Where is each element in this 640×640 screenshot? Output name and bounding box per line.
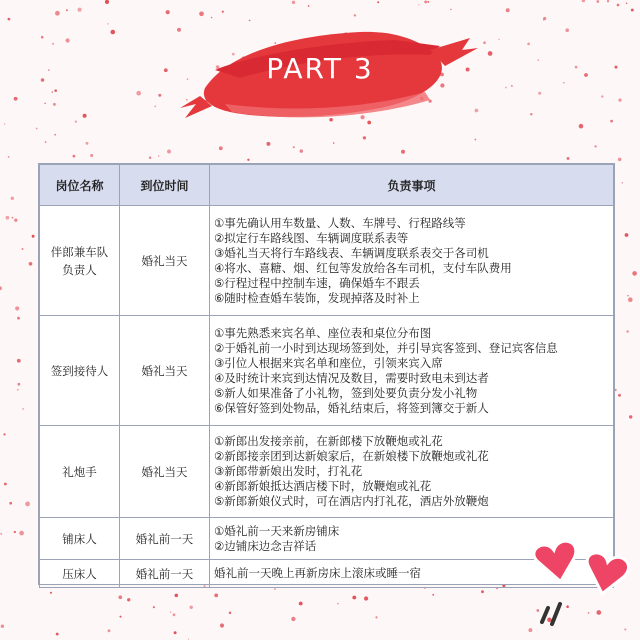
splatter-dot	[293, 146, 295, 148]
duty-item: ①事先熟悉来宾名单、座位表和桌位分布图	[214, 325, 432, 340]
splatter-dot	[4, 483, 7, 486]
part-title: PART 3	[266, 52, 374, 85]
splatter-dot	[19, 531, 24, 536]
splatter-dot	[127, 598, 130, 601]
table-row	[40, 206, 614, 316]
splatter-dot	[17, 359, 21, 363]
splatter-dot	[299, 602, 303, 606]
role-cell: 签到接待人	[40, 316, 120, 426]
role-cell: 压床人	[40, 560, 120, 588]
duties-cell	[210, 316, 614, 426]
splatter-dot	[108, 629, 111, 632]
splatter-dot	[629, 415, 632, 418]
splatter-dot	[45, 141, 47, 143]
splatter-dot	[15, 306, 19, 310]
splatter-dot	[6, 216, 10, 220]
duty-item: ②拟定行车路线图、车辆调度联系表等	[214, 230, 409, 245]
duty-item: ①事先确认用车数量、人数、车牌号、行程路线等	[214, 215, 466, 230]
splatter-dot	[364, 596, 368, 600]
table-row	[40, 426, 614, 518]
splatter-dot	[300, 149, 303, 152]
role-line: 伴郎兼车队	[50, 244, 109, 259]
splatter-dot	[175, 594, 179, 598]
splatter-dot	[352, 596, 356, 600]
splatter-dot	[618, 158, 622, 162]
duty-item: ③婚礼当天将行车路线表、车辆调度联系表交于各司机	[214, 245, 489, 260]
role-cell: 铺床人	[40, 518, 120, 560]
splatter-dot	[375, 616, 377, 618]
splatter-dot	[18, 383, 21, 386]
role-cell	[40, 206, 120, 316]
duty-item: ④及时统计来宾到达情况及数目，需要时致电未到达者	[214, 370, 489, 385]
duty-item: ③引位人根据来宾名单和座位，引领来宾入席	[214, 355, 443, 370]
splatter-dot	[17, 389, 19, 391]
splatter-dot	[432, 594, 434, 596]
duty-item: ①新郎出发接亲前，在新郎楼下放鞭炮或礼花	[214, 434, 443, 448]
splatter-dot	[119, 616, 121, 618]
splatter-dot	[22, 408, 24, 410]
splatter-dot	[266, 142, 270, 146]
splatter-dot	[173, 613, 176, 616]
duty-item: ⑤行程过程中控制车速，确保婚车不跟丢	[214, 275, 420, 290]
splatter-dot	[167, 150, 171, 154]
time-cell: 婚礼当天	[120, 316, 210, 426]
time-cell: 婚礼前一天	[120, 518, 210, 560]
splatter-dot	[32, 235, 35, 238]
table-row	[40, 316, 614, 426]
splatter-dot	[158, 155, 159, 156]
header-role: 岗位名称	[40, 165, 120, 206]
splatter-dot	[29, 262, 33, 266]
splatter-dot	[17, 317, 20, 320]
duty-item: ⑤新人如果准备了小礼物，签到处要负责分发小礼物	[214, 385, 478, 400]
duties-cell	[210, 426, 614, 518]
splatter-dot	[118, 595, 122, 599]
splatter-dot	[170, 611, 171, 612]
duty-item: 婚礼前一天晚上再新房床上滚床或睡一宿	[214, 566, 421, 580]
splatter-dot	[219, 146, 223, 150]
splatter-dot	[90, 154, 93, 157]
role-line: 负责人	[62, 262, 97, 277]
hearts-decoration	[520, 530, 640, 640]
splatter-dot	[274, 588, 276, 590]
duties-cell	[210, 206, 614, 316]
time-cell: 婚礼当天	[120, 206, 210, 316]
duty-item: ①婚礼前一天来新房铺床	[214, 523, 340, 538]
splatter-dot	[3, 433, 5, 435]
splatter-dot	[567, 157, 570, 160]
splatter-dot	[214, 594, 218, 598]
splatter-dot	[625, 233, 629, 237]
table-header-row	[40, 165, 614, 206]
time-cell: 婚礼前一天	[120, 560, 210, 588]
splatter-dot	[622, 182, 624, 184]
splatter-dot	[0, 533, 2, 535]
header-duties: 负责事项	[210, 165, 614, 206]
splatter-dot	[337, 603, 339, 605]
splatter-dot	[627, 295, 628, 296]
splatter-dot	[247, 159, 249, 161]
time-cell: 婚礼当天	[120, 426, 210, 518]
splatter-dot	[86, 142, 89, 145]
splatter-dot	[618, 394, 621, 397]
splatter-dot	[594, 145, 596, 147]
heart-icon	[532, 539, 581, 586]
splatter-dot	[25, 502, 30, 507]
splatter-dot	[401, 150, 405, 154]
splatter-dot	[632, 271, 637, 276]
duties-table	[38, 163, 615, 585]
splatter-dot	[22, 248, 24, 250]
splatter-dot	[14, 531, 16, 533]
splatter-dot	[9, 502, 12, 505]
duty-item: ⑥随时检查婚车装饰，发现掉落及时补上	[214, 290, 420, 305]
duty-item: ②于婚礼前一小时到达现场签到处，并引导宾客签到、登记宾客信息	[214, 340, 558, 355]
splatter-dot	[11, 197, 14, 200]
heart-icon	[582, 551, 630, 597]
duty-item: ②新郎接亲团到达新娘家后，在新娘楼下放鞭炮或礼花	[214, 449, 489, 463]
splatter-dot	[1, 624, 4, 627]
splatter-dot	[174, 631, 177, 634]
splatter-dot	[0, 286, 2, 290]
duty-item: ②边铺床边念吉祥话	[214, 538, 317, 553]
splatter-dot	[333, 142, 335, 144]
splatter-dot	[220, 623, 224, 627]
splatter-dot	[291, 617, 295, 621]
splatter-dot	[153, 606, 155, 608]
splatter-dot	[8, 156, 10, 158]
splatter-dot	[481, 590, 484, 593]
duty-item: ④新郎新娘抵达酒店楼下时，放鞭炮或礼花	[214, 479, 432, 493]
splatter-dot	[12, 217, 14, 219]
splatter-dot	[50, 592, 52, 594]
splatter-dot	[14, 219, 17, 222]
header-time: 到位时间	[120, 165, 210, 206]
splatter-dot	[56, 633, 59, 636]
duty-item: ⑤新郎新娘仪式时，可在酒店内打礼花，酒店外放鞭炮	[214, 494, 489, 508]
splatter-dot	[626, 330, 629, 333]
splatter-dot	[628, 297, 633, 302]
duty-item: ④将水、喜糖、烟、红包等发放给各车司机，支付车队费用	[214, 260, 512, 275]
duty-item: ⑥保管好签到处物品，婚礼结束后，将签到簿交于新人	[214, 400, 489, 415]
splatter-dot	[190, 606, 193, 609]
role-cell: 礼炮手	[40, 426, 120, 518]
splatter-dot	[149, 156, 152, 159]
splatter-dot	[73, 155, 76, 158]
duty-item: ③新郎带新娘出发时，打礼花	[214, 464, 363, 478]
splatter-dot	[229, 612, 232, 615]
